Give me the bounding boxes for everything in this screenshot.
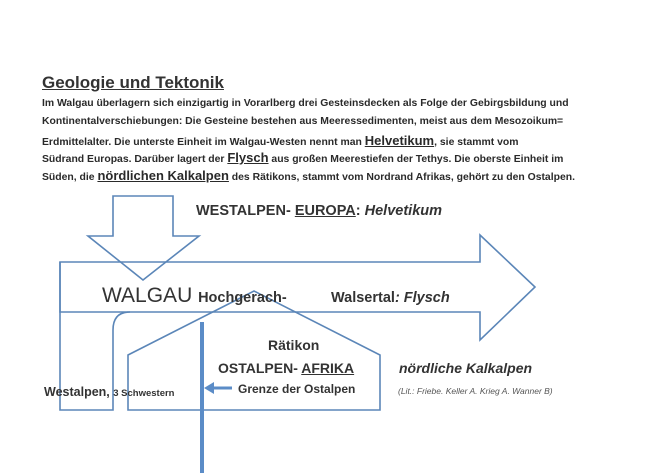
paragraph-line-5	[42, 168, 575, 183]
label-ostalpen-afrika	[218, 360, 354, 376]
down-arrow-shape	[88, 196, 199, 280]
label-hochgerach: Hochgerach-	[198, 290, 287, 306]
label-text: WESTALPEN-	[196, 203, 295, 219]
label-walsertal: Walsertal	[331, 290, 395, 306]
label-walgau-text: WALGAU	[102, 284, 199, 307]
label-europa: EUROPA	[294, 203, 356, 219]
page-title: Geologie und Tektonik	[42, 73, 224, 92]
label-schwestern: 3 Schwestern	[113, 388, 175, 399]
flysch-highlight: Flysch	[227, 150, 269, 165]
label-westalpen-europa	[196, 203, 442, 219]
paragraph-line-4	[42, 150, 563, 165]
label-westalpen: Westalpen,	[44, 385, 114, 399]
label-kalkalpen: nördliche Kalkalpen	[399, 360, 533, 376]
label-ostalpen: OSTALPEN-	[218, 360, 302, 376]
paragraph-text: Erdmittelalter. Die unterste Einheit im Walgau-Westen nennt man	[42, 137, 365, 148]
helvetikum-highlight: Helvetikum	[364, 133, 435, 148]
paragraph-text: aus großen Meerestiefen der Tethys. Die oberste Einheit im	[268, 154, 564, 165]
paragraph-text: Südrand Europas. Darüber lagert der	[42, 154, 228, 165]
paragraph-text: Süden, die	[42, 172, 98, 183]
label-walgau	[102, 284, 287, 308]
label-helvetikum: Helvetikum	[364, 203, 443, 219]
label-flysch: : Flysch	[394, 290, 450, 306]
paragraph-text: des Rätikons, stammt vom Nordrand Afrikas, gehört zu den Ostalpen.	[228, 172, 575, 183]
label-text: :	[355, 203, 365, 219]
label-walsertal-flysch	[331, 290, 450, 306]
literature-reference: (Lit.: Friebe. Keller A. Krieg A. Wanner B)	[398, 386, 553, 396]
paragraph-line-3	[42, 133, 518, 148]
grenze-arrow-head	[204, 382, 214, 394]
label-raetikon: Rätikon	[268, 337, 320, 353]
kalkalpen-highlight: nördlichen Kalkalpen	[97, 168, 229, 183]
paragraph-line-2: Kontinentalverschiebungen: Die Gesteine bestehen aus Meeressedimenten, meist aus dem Mesozoikum=	[42, 116, 564, 127]
label-westalpen-schwestern	[44, 383, 174, 401]
paragraph-line-1: Im Walgau überlagern sich einzigartig in Vorarlberg drei Gesteinsdecken als Folge der Gebirgsbildung und	[42, 98, 569, 109]
label-grenze: Grenze der Ostalpen	[238, 382, 356, 396]
label-afrika: AFRIKA	[301, 360, 355, 376]
paragraph-text: , sie stammt vom	[434, 137, 519, 148]
